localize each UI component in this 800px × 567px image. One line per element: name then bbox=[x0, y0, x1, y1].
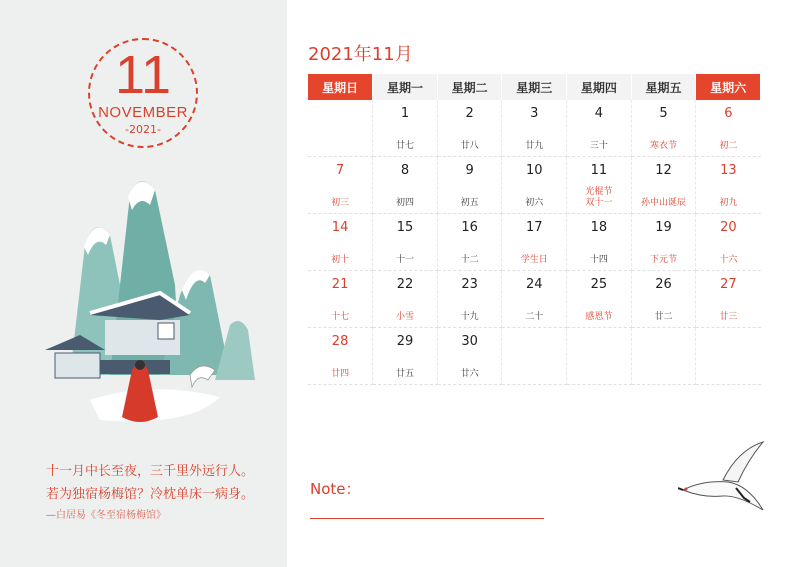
day-number: 22 bbox=[396, 277, 414, 292]
calendar-day-cell[interactable] bbox=[567, 271, 632, 328]
lunar-date: 学生日 bbox=[520, 255, 548, 265]
calendar-grid bbox=[308, 74, 761, 385]
day-number: 16 bbox=[461, 220, 478, 235]
weekday-header-row bbox=[308, 74, 761, 100]
weekday-header: 星期五 bbox=[631, 74, 696, 100]
calendar-day-cell[interactable] bbox=[308, 271, 373, 328]
day-number: 9 bbox=[465, 163, 474, 178]
day-number: 4 bbox=[594, 106, 604, 121]
note-line[interactable] bbox=[310, 518, 544, 519]
calendar-week-row bbox=[308, 157, 761, 214]
lunar-date: 十九 bbox=[460, 312, 479, 322]
calendar-day-cell[interactable] bbox=[631, 100, 696, 157]
calendar-day-cell[interactable] bbox=[437, 157, 502, 214]
day-number: 13 bbox=[720, 163, 737, 178]
calendar-day-cell[interactable] bbox=[631, 271, 696, 328]
day-number: 25 bbox=[590, 277, 608, 292]
calendar-day-cell[interactable] bbox=[631, 157, 696, 214]
badge-year: -2021- bbox=[125, 123, 161, 136]
lunar-date: 廿三 bbox=[719, 312, 738, 322]
note-label: Note： bbox=[310, 480, 361, 498]
day-number: 7 bbox=[335, 163, 345, 178]
calendar-day-cell[interactable] bbox=[308, 157, 373, 214]
day-number: 2 bbox=[465, 106, 474, 121]
weekday-header: 星期二 bbox=[437, 74, 502, 100]
weekday-header: 星期三 bbox=[502, 74, 567, 100]
calendar-week-row bbox=[308, 214, 761, 271]
day-number: 5 bbox=[659, 106, 668, 121]
lunar-date: 寒衣节 bbox=[650, 141, 678, 151]
weekday-header: 星期四 bbox=[567, 74, 632, 100]
lunar-date: 十七 bbox=[331, 312, 350, 322]
calendar-week-row bbox=[308, 100, 761, 157]
day-number: 28 bbox=[331, 334, 349, 349]
badge-month: NOVEMBER bbox=[98, 104, 188, 121]
day-number: 8 bbox=[400, 163, 410, 178]
calendar-day-cell[interactable] bbox=[502, 157, 567, 214]
day-number: 1 bbox=[400, 106, 410, 121]
calendar-title: 2021年11月 bbox=[308, 44, 413, 65]
day-number: 6 bbox=[724, 106, 733, 121]
lunar-date: 孙中山诞辰 bbox=[641, 198, 687, 208]
day-number: 11 bbox=[590, 163, 608, 178]
calendar-day-cell[interactable] bbox=[373, 328, 438, 385]
lunar-date: 初四 bbox=[395, 198, 414, 208]
lunar-date: 廿九 bbox=[525, 141, 544, 151]
lunar-date: 廿六 bbox=[460, 369, 479, 379]
calendar-day-cell bbox=[502, 328, 567, 385]
poem-block bbox=[46, 460, 254, 526]
day-number: 23 bbox=[461, 277, 478, 292]
lunar-date: 二十 bbox=[525, 312, 544, 322]
calendar-day-cell[interactable] bbox=[437, 271, 502, 328]
day-number: 30 bbox=[461, 334, 478, 349]
lunar-date: 十六 bbox=[719, 255, 738, 265]
calendar-day-cell[interactable] bbox=[502, 100, 567, 157]
calendar-day-cell[interactable] bbox=[567, 157, 632, 214]
poem-line-2: 若为独宿杨梅馆？冷枕单床一病身。 bbox=[46, 487, 255, 502]
flying-crane-icon bbox=[678, 440, 768, 522]
calendar-week-row bbox=[308, 271, 761, 328]
calendar-day-cell[interactable] bbox=[373, 100, 438, 157]
calendar-day-cell[interactable] bbox=[373, 157, 438, 214]
day-number: 26 bbox=[655, 277, 672, 292]
calendar-day-cell[interactable] bbox=[631, 214, 696, 271]
lunar-date: 光棍节 双十一 bbox=[585, 187, 613, 208]
lunar-date: 廿七 bbox=[395, 141, 414, 151]
day-number: 14 bbox=[331, 220, 349, 235]
lunar-date: 十四 bbox=[589, 255, 608, 265]
calendar-day-cell[interactable] bbox=[437, 214, 502, 271]
day-number: 24 bbox=[525, 277, 543, 292]
poem-source: —白居易《冬至宿杨梅馆》 bbox=[46, 510, 166, 521]
lunar-date: 初十 bbox=[331, 255, 350, 265]
calendar-week-row bbox=[308, 328, 761, 385]
weekday-header: 星期一 bbox=[373, 74, 438, 100]
day-number: 12 bbox=[655, 163, 672, 178]
calendar-day-cell[interactable] bbox=[567, 214, 632, 271]
calendar-day-cell[interactable] bbox=[696, 157, 761, 214]
badge-day: 11 bbox=[114, 45, 172, 105]
day-number: 21 bbox=[331, 277, 349, 292]
lunar-date: 初九 bbox=[719, 198, 738, 208]
calendar-day-cell[interactable] bbox=[308, 328, 373, 385]
lunar-date: 初六 bbox=[525, 198, 544, 208]
lunar-date: 十一 bbox=[395, 255, 414, 265]
lunar-date: 廿二 bbox=[654, 312, 673, 322]
lunar-date: 初五 bbox=[460, 198, 479, 208]
calendar-day-cell[interactable] bbox=[437, 328, 502, 385]
lunar-date: 廿四 bbox=[331, 369, 350, 379]
month-badge bbox=[88, 38, 198, 148]
lunar-date: 初三 bbox=[331, 198, 350, 208]
calendar-day-cell[interactable] bbox=[373, 271, 438, 328]
lunar-date: 十二 bbox=[460, 255, 479, 265]
day-number: 20 bbox=[720, 220, 737, 235]
calendar-day-cell[interactable] bbox=[502, 214, 567, 271]
lunar-date: 初二 bbox=[719, 141, 738, 151]
calendar-day-cell[interactable] bbox=[696, 271, 761, 328]
weekday-header: 星期日 bbox=[308, 74, 373, 100]
lunar-date: 感恩节 bbox=[585, 312, 613, 322]
calendar-day-cell bbox=[308, 100, 373, 157]
calendar-day-cell[interactable] bbox=[567, 100, 632, 157]
calendar-day-cell bbox=[696, 328, 761, 385]
calendar-day-cell[interactable] bbox=[696, 214, 761, 271]
lunar-date: 小雪 bbox=[395, 312, 414, 322]
day-number: 29 bbox=[396, 334, 414, 349]
day-number: 19 bbox=[655, 220, 672, 235]
day-number: 10 bbox=[525, 163, 543, 178]
calendar-day-cell bbox=[567, 328, 632, 385]
calendar-day-cell bbox=[631, 328, 696, 385]
day-number: 27 bbox=[720, 277, 737, 292]
snowy-mountain-pavilion-illustration bbox=[40, 165, 260, 440]
lunar-date: 廿八 bbox=[460, 141, 479, 151]
lunar-date: 下元节 bbox=[650, 255, 678, 265]
calendar-day-cell[interactable] bbox=[373, 214, 438, 271]
calendar-day-cell[interactable] bbox=[308, 214, 373, 271]
weekday-header: 星期六 bbox=[696, 74, 761, 100]
calendar-day-cell[interactable] bbox=[502, 271, 567, 328]
calendar-day-cell[interactable] bbox=[696, 100, 761, 157]
day-number: 17 bbox=[525, 220, 543, 235]
lunar-date: 廿五 bbox=[395, 369, 414, 379]
calendar-day-cell[interactable] bbox=[437, 100, 502, 157]
calendar-body bbox=[308, 100, 761, 385]
poem-line-1: 十一月中长至夜，三千里外远行人。 bbox=[46, 464, 255, 479]
day-number: 18 bbox=[590, 220, 608, 235]
lunar-date: 三十 bbox=[589, 141, 608, 151]
day-number: 3 bbox=[530, 106, 539, 121]
left-panel bbox=[0, 0, 287, 567]
day-number: 15 bbox=[396, 220, 414, 235]
